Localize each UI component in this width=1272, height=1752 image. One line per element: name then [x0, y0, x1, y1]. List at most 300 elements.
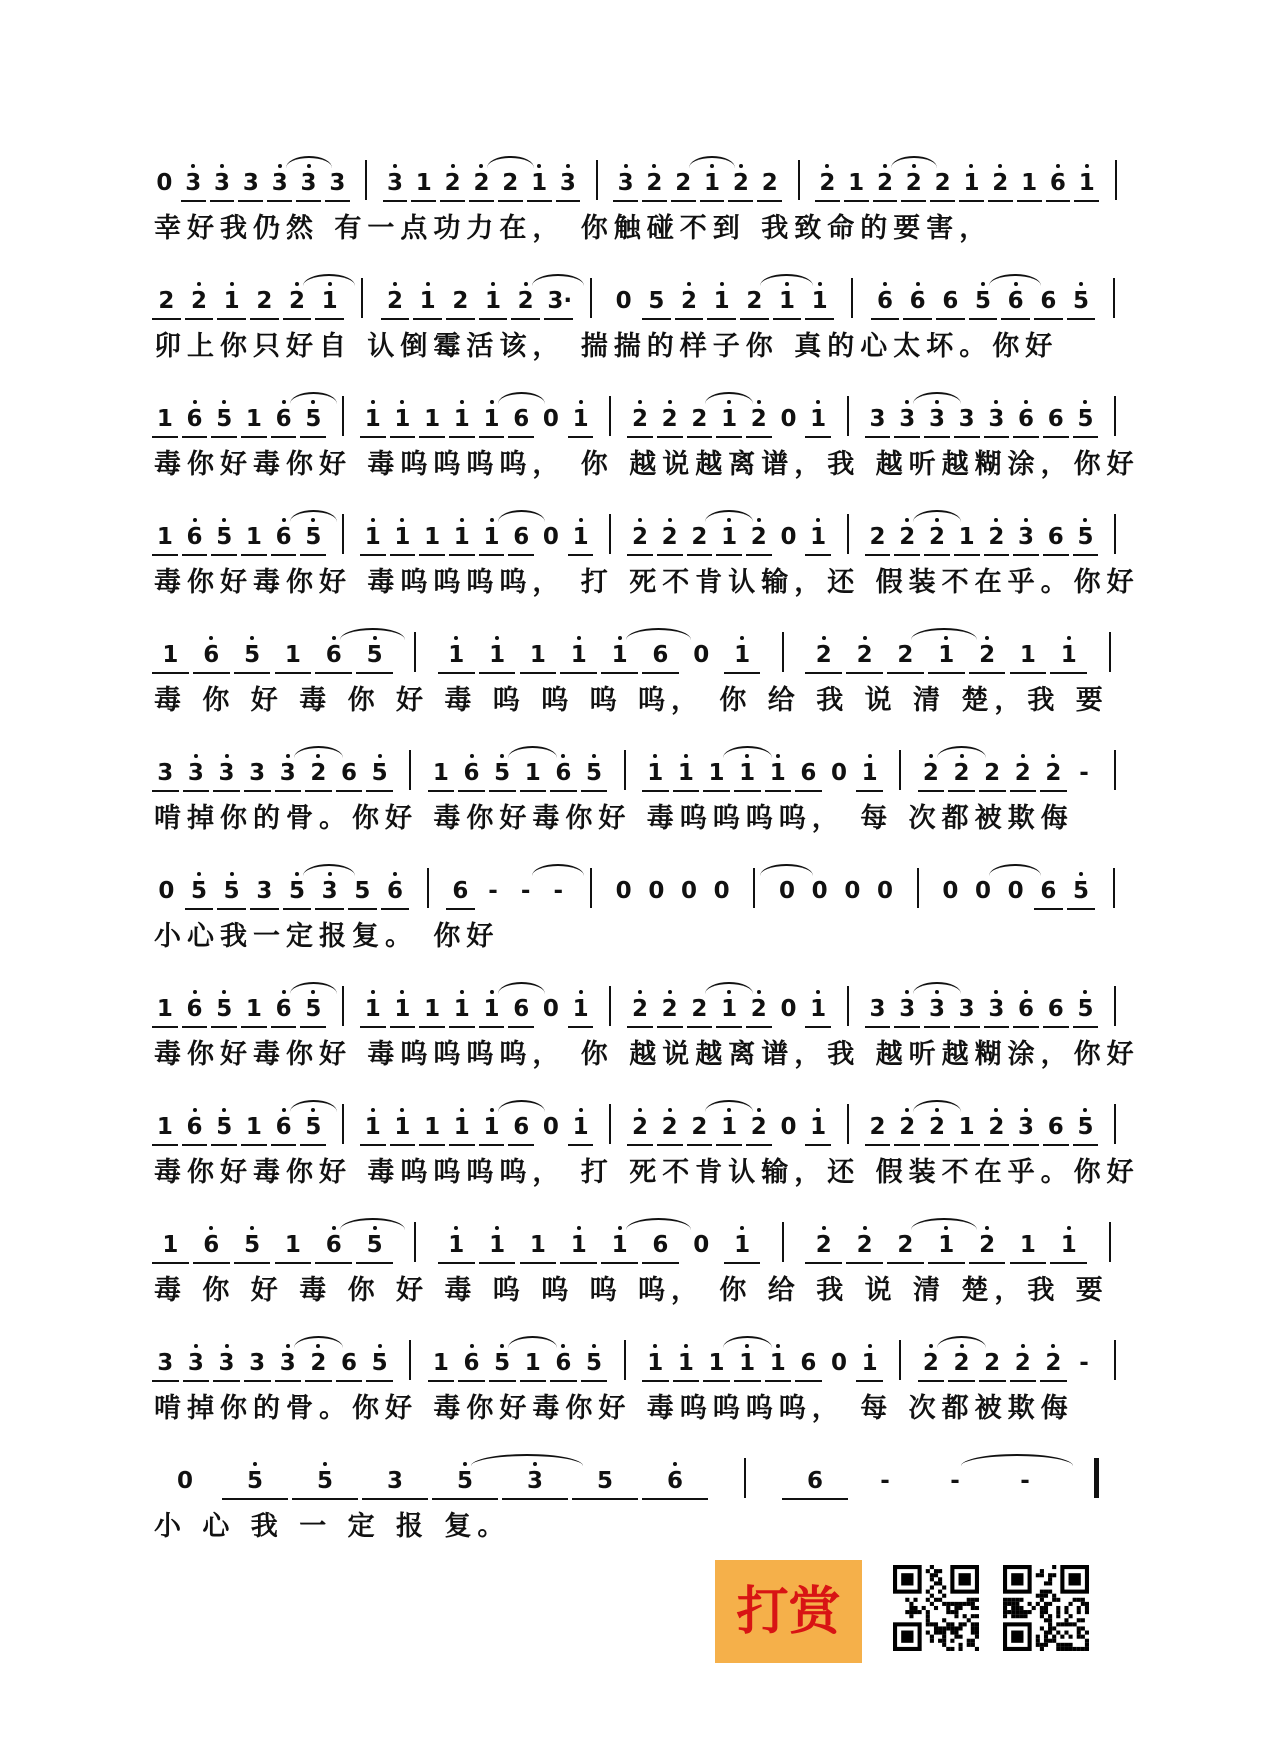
note: 6 — [1049, 170, 1066, 196]
qr-code-1[interactable] — [893, 1565, 979, 1651]
note: 1 — [284, 1232, 301, 1258]
note: 2 — [190, 288, 207, 314]
barline — [609, 986, 611, 1026]
note: 1 — [713, 288, 730, 314]
beam-underline — [508, 1026, 534, 1028]
octave-dot — [668, 990, 672, 994]
octave-dot — [225, 754, 229, 758]
beam-underline — [894, 554, 920, 556]
beam-underline — [703, 790, 730, 792]
note: 3 — [300, 170, 317, 196]
beam-underline — [438, 1262, 475, 1264]
octave-dot — [868, 754, 872, 758]
note: 6 — [186, 1114, 203, 1140]
note: 5 — [190, 878, 207, 904]
beam-underline — [362, 1498, 428, 1500]
note: 5 — [648, 288, 665, 314]
note: 2 — [386, 288, 403, 314]
beam-underline — [479, 436, 505, 438]
beam-underline — [865, 1026, 891, 1028]
note-dash: - — [1020, 1468, 1030, 1494]
beam-underline — [428, 1380, 455, 1382]
beam-underline — [1050, 1262, 1087, 1264]
note: 5 — [974, 288, 991, 314]
octave-dot — [776, 1344, 780, 1348]
slur — [498, 392, 546, 404]
note: 1 — [432, 760, 449, 786]
beam-underline — [979, 1380, 1006, 1382]
note: 6 — [275, 1114, 292, 1140]
beam-underline — [449, 554, 475, 556]
beam-underline — [241, 554, 267, 556]
note: 2 — [953, 760, 970, 786]
beam-underline — [894, 436, 920, 438]
octave-dot — [222, 400, 226, 404]
note: 2 — [517, 288, 534, 314]
note: 0 — [1007, 878, 1024, 904]
beam-underline — [1013, 1026, 1039, 1028]
note: 1 — [734, 1232, 751, 1258]
note: 6 — [186, 524, 203, 550]
note: 0 — [780, 996, 797, 1022]
note: 6 — [909, 288, 926, 314]
barline — [1114, 986, 1116, 1026]
note: 2 — [631, 406, 648, 432]
beam-underline — [613, 200, 638, 202]
note: 1 — [453, 996, 470, 1022]
octave-dot — [579, 990, 583, 994]
note: 0 — [942, 878, 959, 904]
tip-button[interactable]: 打赏 — [715, 1560, 862, 1663]
beam-underline — [936, 318, 965, 320]
beam-underline — [924, 1144, 950, 1146]
beam-underline — [782, 1498, 848, 1500]
octave-dot — [1067, 1226, 1071, 1230]
note: 2 — [899, 524, 916, 550]
note: 2 — [979, 1232, 996, 1258]
beam-underline — [336, 1380, 363, 1382]
beam-underline — [746, 1026, 772, 1028]
note: 6 — [325, 642, 342, 668]
beam-underline — [924, 554, 950, 556]
octave-dot — [463, 1462, 467, 1466]
beam-underline — [182, 1026, 208, 1028]
barline — [1113, 278, 1115, 318]
note: 3 — [386, 1468, 403, 1494]
lyric-line: 毒你好毒你好 毒呜呜呜呜， 你 越说越离谱，我 越听越糊涂，你好 — [154, 449, 1140, 480]
octave-dot — [757, 990, 761, 994]
octave-dot — [323, 1462, 327, 1466]
beam-underline — [360, 1026, 386, 1028]
beam-underline — [687, 1144, 713, 1146]
note: 2 — [310, 760, 327, 786]
beam-underline — [508, 554, 534, 556]
note: 2 — [680, 288, 697, 314]
octave-dot — [371, 990, 375, 994]
octave-dot — [282, 518, 286, 522]
beam-underline — [360, 436, 386, 438]
octave-dot — [371, 400, 375, 404]
beam-underline — [360, 1144, 386, 1146]
note: 6 — [1007, 288, 1024, 314]
barline — [590, 868, 592, 908]
beam-underline — [366, 790, 393, 792]
note: 2 — [922, 760, 939, 786]
octave-dot — [193, 990, 197, 994]
octave-dot — [250, 636, 254, 640]
note: 3 — [249, 760, 266, 786]
octave-dot — [1021, 754, 1025, 758]
slur — [487, 156, 533, 168]
note: 2 — [934, 170, 951, 196]
beam-underline — [413, 318, 442, 320]
notation-line — [150, 386, 1130, 446]
octave-dot — [1083, 990, 1087, 994]
note: 0 — [615, 288, 632, 314]
beam-underline — [550, 790, 577, 792]
note: 2 — [675, 170, 692, 196]
note: 0 — [158, 878, 175, 904]
beam-underline — [724, 1262, 761, 1264]
octave-dot — [994, 400, 998, 404]
beam-underline — [1010, 790, 1037, 792]
note: 2 — [502, 170, 519, 196]
octave-dot — [230, 282, 234, 286]
note: 2 — [631, 524, 648, 550]
beam-underline — [984, 436, 1010, 438]
octave-dot — [197, 872, 201, 876]
beam-underline — [642, 200, 667, 202]
octave-dot — [1085, 164, 1089, 168]
note: 6 — [203, 642, 220, 668]
note: 1 — [739, 760, 756, 786]
beam-underline — [479, 1144, 505, 1146]
note: 1 — [572, 406, 589, 432]
note: 2 — [761, 170, 778, 196]
barline — [609, 1104, 611, 1144]
note: 1 — [394, 406, 411, 432]
octave-dot — [994, 518, 998, 522]
beam-underline — [1010, 1262, 1047, 1264]
beam-underline — [740, 318, 769, 320]
note: 5 — [366, 642, 383, 668]
beam-underline — [152, 1262, 189, 1264]
beam-underline — [381, 318, 410, 320]
note: 1 — [721, 1114, 738, 1140]
barline — [851, 278, 853, 318]
beam-underline — [773, 318, 802, 320]
beam-underline — [1067, 908, 1096, 910]
beam-underline — [275, 790, 302, 792]
note: 1 — [453, 1114, 470, 1140]
note: 1 — [734, 642, 751, 668]
note: 6 — [555, 1350, 572, 1376]
beam-underline — [805, 436, 831, 438]
octave-dot — [981, 282, 985, 286]
beam-underline — [152, 436, 178, 438]
beam-underline — [300, 436, 326, 438]
note: 1 — [861, 760, 878, 786]
slur — [340, 628, 405, 640]
note: 6 — [463, 1350, 480, 1376]
lyric-line: 小 心 我 一 定 报 复。 — [154, 1511, 511, 1542]
beam-underline — [292, 1498, 358, 1500]
octave-dot — [253, 1462, 257, 1466]
beam-underline — [152, 1144, 178, 1146]
octave-dot — [653, 1344, 657, 1348]
note: 2 — [1014, 1350, 1031, 1376]
slur — [937, 1336, 986, 1348]
note: 5 — [494, 760, 511, 786]
octave-dot — [740, 1226, 744, 1230]
octave-dot — [868, 1344, 872, 1348]
note: 1 — [531, 170, 548, 196]
beam-underline — [642, 1262, 679, 1264]
note: 1 — [572, 524, 589, 550]
note: 1 — [156, 524, 173, 550]
beam-underline — [568, 1026, 594, 1028]
beam-underline — [954, 554, 980, 556]
note: 2 — [922, 1350, 939, 1376]
note: 6 — [666, 1468, 683, 1494]
note: 6 — [800, 760, 817, 786]
lyric-line: 毒 你 好 毒 你 好 毒 呜 呜 呜 呜， 你 给 我 说 清 楚，我 要 — [154, 1275, 1109, 1306]
beam-underline — [283, 318, 312, 320]
note: 1 — [1019, 642, 1036, 668]
note: 5 — [316, 1468, 333, 1494]
beam-underline — [1010, 672, 1047, 674]
note: 3 — [988, 996, 1005, 1022]
beam-underline — [234, 1262, 271, 1264]
barline — [609, 514, 611, 554]
beam-underline — [300, 1144, 326, 1146]
beam-underline — [642, 1380, 669, 1382]
barline — [1114, 396, 1116, 436]
beam-underline — [296, 200, 321, 202]
note: 1 — [419, 288, 436, 314]
note: 1 — [448, 642, 465, 668]
note: 0 — [615, 878, 632, 904]
beam-underline — [642, 1498, 708, 1500]
note: 1 — [1060, 642, 1077, 668]
note: 6 — [1047, 996, 1064, 1022]
beam-underline — [419, 554, 445, 556]
octave-dot — [222, 518, 226, 522]
beam-underline — [1046, 200, 1071, 202]
note-dash: - — [880, 1468, 890, 1494]
note: 6 — [1047, 406, 1064, 432]
beam-underline — [948, 790, 975, 792]
note: 6 — [341, 1350, 358, 1376]
note: 5 — [305, 524, 322, 550]
note: 3 — [329, 170, 346, 196]
note: 2 — [750, 1114, 767, 1140]
beam-underline — [469, 200, 494, 202]
barline — [342, 1104, 344, 1144]
octave-dot — [470, 1344, 474, 1348]
note: 3 — [899, 996, 916, 1022]
octave-dot — [618, 636, 622, 640]
note: 1 — [938, 642, 955, 668]
beam-underline — [687, 1026, 713, 1028]
note: 1 — [424, 524, 441, 550]
score-system — [150, 740, 1130, 840]
octave-dot — [673, 1462, 677, 1466]
beam-underline — [446, 318, 475, 320]
octave-dot — [250, 1226, 254, 1230]
note: 1 — [394, 524, 411, 550]
beam-underline — [642, 790, 669, 792]
beam-underline — [300, 554, 326, 556]
beam-underline — [969, 1262, 1006, 1264]
beam-underline — [581, 1380, 608, 1382]
beam-underline — [479, 318, 508, 320]
beam-underline — [348, 908, 377, 910]
note: 1 — [570, 1232, 587, 1258]
beam-underline — [1074, 200, 1099, 202]
beam-underline — [700, 200, 725, 202]
note: 1 — [245, 524, 262, 550]
beam-underline — [271, 554, 297, 556]
octave-dot — [426, 282, 430, 286]
octave-dot — [194, 754, 198, 758]
octave-dot — [490, 518, 494, 522]
note: 3 — [157, 760, 174, 786]
beam-underline — [894, 1144, 920, 1146]
note: 5 — [1077, 524, 1094, 550]
octave-dot — [470, 754, 474, 758]
octave-dot — [282, 400, 286, 404]
octave-dot — [757, 400, 761, 404]
beam-underline — [928, 672, 965, 674]
note: 5 — [244, 1232, 261, 1258]
beam-underline — [703, 1380, 730, 1382]
note: 6 — [463, 760, 480, 786]
note: 2 — [691, 1114, 708, 1140]
beam-underline — [969, 672, 1006, 674]
slur — [705, 982, 753, 994]
octave-dot — [579, 518, 583, 522]
note: 0 — [844, 878, 861, 904]
octave-dot — [393, 282, 397, 286]
octave-dot — [1024, 400, 1028, 404]
octave-dot — [883, 164, 887, 168]
note: 1 — [572, 996, 589, 1022]
beam-underline — [572, 1498, 638, 1500]
octave-dot — [638, 990, 642, 994]
octave-dot — [454, 1226, 458, 1230]
note: 2 — [158, 288, 175, 314]
note: 5 — [586, 760, 603, 786]
beam-underline — [627, 554, 653, 556]
score-system — [150, 1094, 1140, 1194]
notation-line — [150, 740, 1130, 800]
octave-dot — [994, 1108, 998, 1112]
note: 2 — [1045, 760, 1062, 786]
note: 3 — [928, 406, 945, 432]
beam-underline — [390, 1144, 416, 1146]
beam-underline — [687, 436, 713, 438]
barline — [342, 986, 344, 1026]
beam-underline — [728, 200, 753, 202]
beam-underline — [182, 1144, 208, 1146]
beam-underline — [315, 672, 352, 674]
octave-dot — [577, 1226, 581, 1230]
beam-underline — [250, 908, 279, 910]
slur — [989, 274, 1041, 286]
qr-code-2[interactable] — [1003, 1565, 1089, 1651]
note: 3 — [869, 406, 886, 432]
beam-underline — [795, 1380, 822, 1382]
barline — [753, 868, 755, 908]
barline — [342, 396, 344, 436]
beam-underline — [846, 1262, 883, 1264]
note: 1 — [156, 996, 173, 1022]
slur — [705, 392, 753, 404]
beam-underline — [979, 790, 1006, 792]
beam-underline — [1040, 1380, 1067, 1382]
slur — [290, 1100, 338, 1112]
note: 2 — [444, 170, 461, 196]
notation-line — [150, 150, 1130, 210]
beam-underline — [419, 1026, 445, 1028]
beam-underline — [657, 1026, 683, 1028]
octave-dot — [929, 1344, 933, 1348]
beam-underline — [642, 672, 679, 674]
octave-dot — [209, 1226, 213, 1230]
octave-dot — [638, 1108, 642, 1112]
octave-dot — [1079, 282, 1083, 286]
note: 0 — [876, 878, 893, 904]
octave-dot — [905, 1108, 909, 1112]
beam-underline — [844, 200, 869, 202]
note: 5 — [216, 1114, 233, 1140]
octave-dot — [577, 636, 581, 640]
note: 2 — [661, 1114, 678, 1140]
octave-dot — [495, 636, 499, 640]
note: 0 — [778, 878, 795, 904]
beam-underline — [152, 554, 178, 556]
beam-underline — [193, 1262, 230, 1264]
octave-dot — [197, 282, 201, 286]
beam-underline — [988, 200, 1013, 202]
beam-underline — [550, 1380, 577, 1382]
slur — [723, 746, 772, 758]
note: 3 — [958, 406, 975, 432]
barline — [1115, 160, 1117, 200]
beam-underline — [520, 790, 547, 792]
note: 1 — [245, 1114, 262, 1140]
octave-dot — [822, 1226, 826, 1230]
beam-underline — [765, 790, 792, 792]
octave-dot — [579, 1108, 583, 1112]
octave-dot — [225, 1344, 229, 1348]
octave-dot — [295, 282, 299, 286]
lyric-line: 毒你好毒你好 毒呜呜呜呜， 你 越说越离谱，我 越听越糊涂，你好 — [154, 1039, 1140, 1070]
octave-dot — [490, 1108, 494, 1112]
beam-underline — [520, 1262, 557, 1264]
note: 1 — [321, 288, 338, 314]
octave-dot — [668, 518, 672, 522]
note: 3 — [218, 760, 235, 786]
slur — [294, 1336, 343, 1348]
note: 6 — [800, 1350, 817, 1376]
barline — [342, 514, 344, 554]
beam-underline — [1034, 318, 1063, 320]
beam-underline — [152, 790, 179, 792]
octave-dot — [579, 400, 583, 404]
slur — [290, 982, 338, 994]
